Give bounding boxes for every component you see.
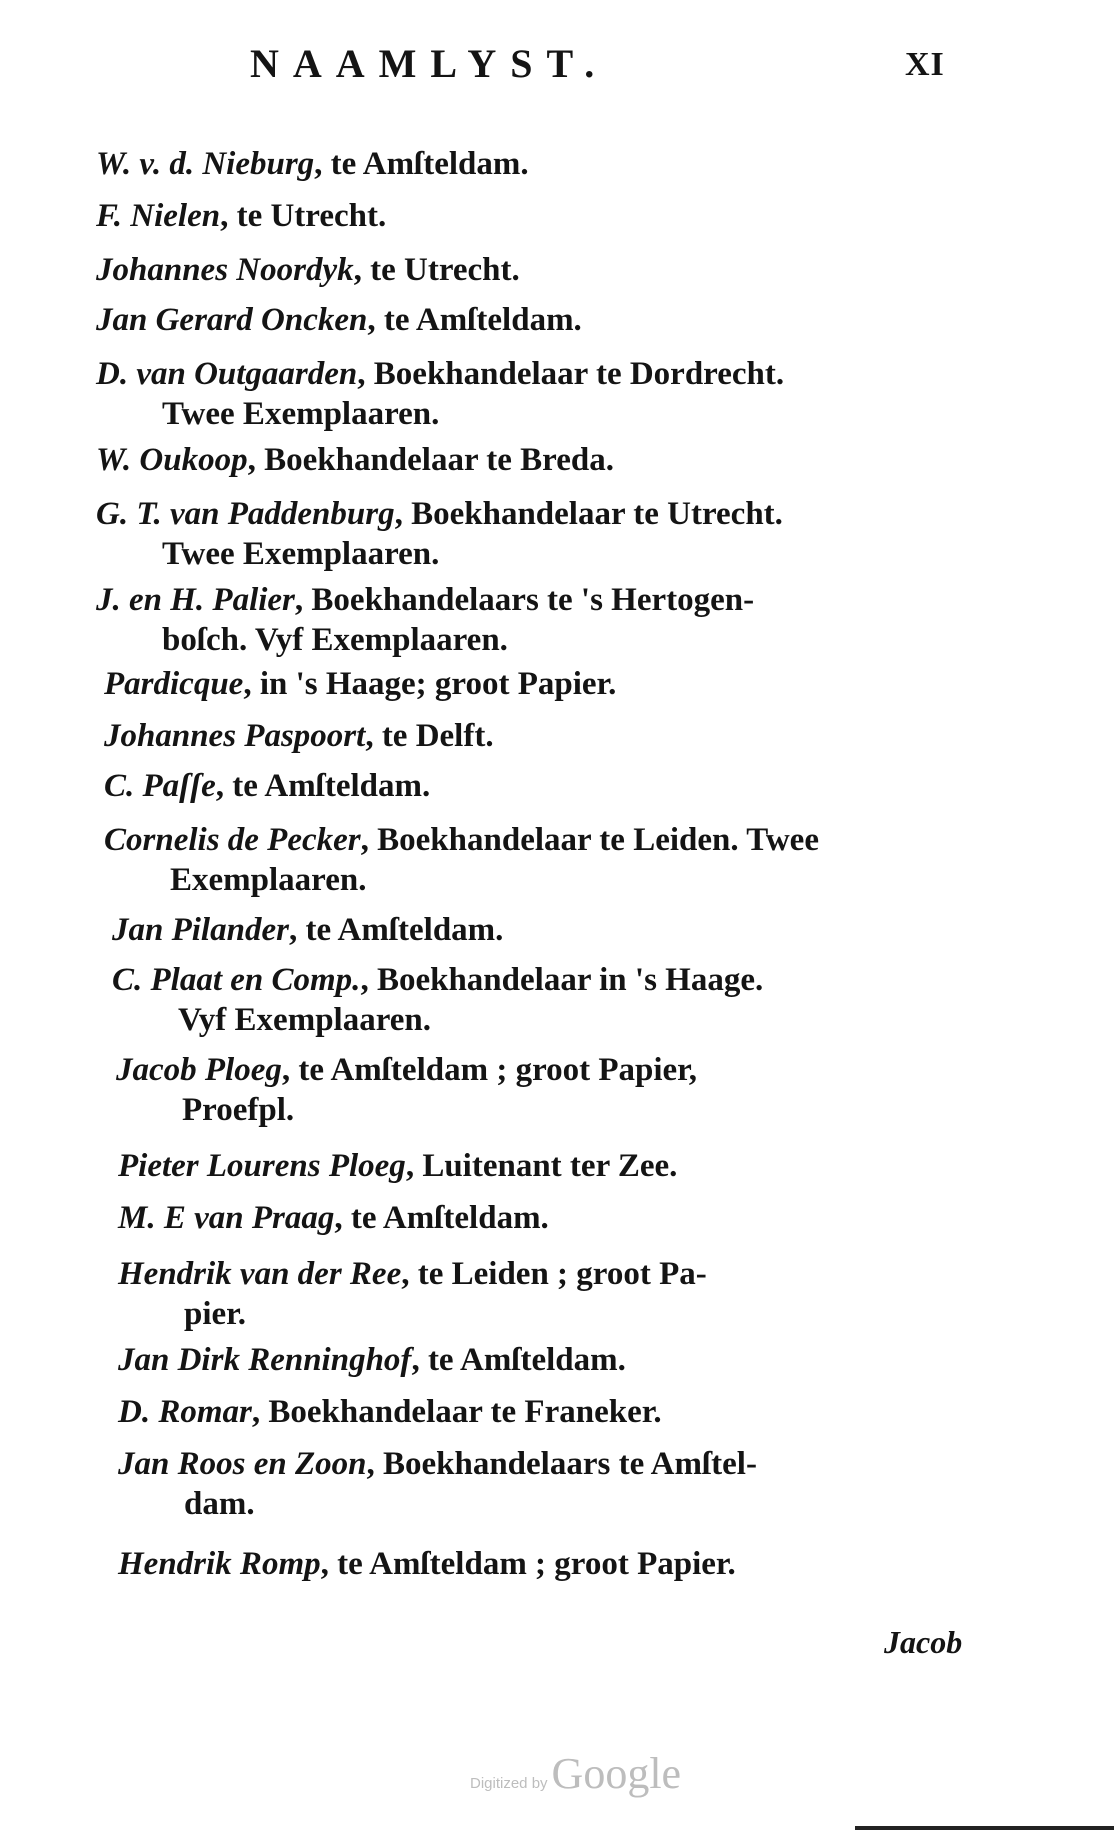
entry-name: M. E van Praag (118, 1200, 335, 1236)
list-entry-3 (96, 300, 582, 340)
entry-name: C. Paſſe (104, 768, 216, 804)
list-entry-9 (104, 716, 494, 756)
list-entry-14 (116, 1050, 697, 1130)
list-entry-4 (96, 354, 784, 434)
list-entry-1 (96, 196, 386, 236)
entry-name: Pieter Lourens Ploeg (118, 1148, 406, 1184)
page-number: XI (905, 46, 945, 83)
catchword: Jacob (884, 1624, 963, 1660)
entry-name: Johannes Paspoort (104, 718, 366, 754)
list-entry-10 (104, 766, 430, 806)
entry-details: , in 's Haage; groot Papier. (243, 666, 617, 702)
entry-continuation: dam. (184, 1486, 255, 1522)
list-entry-20 (118, 1444, 757, 1524)
entry-name: D. van Outgaarden (96, 356, 358, 392)
list-entry-19 (118, 1392, 662, 1432)
entry-name: F. Nielen (96, 198, 221, 234)
entry-details: , Boekhandelaars te Amſtel- (366, 1446, 757, 1482)
digitized-by-text: Digitized by (470, 1775, 548, 1792)
entry-name: W. v. d. Nieburg (96, 146, 315, 182)
list-entry-11 (104, 820, 819, 900)
list-entry-16 (118, 1198, 549, 1238)
entry-details: , te Amſteldam ; groot Papier, (281, 1052, 698, 1088)
list-entry-7 (96, 580, 754, 660)
entry-details: , Luitenant ter Zee. (405, 1148, 678, 1184)
entry-continuation: Proefpl. (182, 1092, 295, 1128)
entry-continuation: boſch. Vyf Exemplaaren. (162, 622, 508, 658)
entry-continuation: Exemplaaren. (170, 862, 367, 898)
entry-name: Pardicque (104, 666, 244, 702)
entry-name: D. Romar (118, 1394, 252, 1430)
entry-details: , te Amſteldam. (334, 1200, 549, 1236)
entry-name: J. en H. Palier (96, 582, 295, 618)
list-entry-12 (112, 910, 503, 950)
entry-details: , Boekhandelaar in 's Haage. (360, 962, 764, 998)
digitized-by-watermark (470, 1748, 681, 1799)
entry-name: Jan Roos en Zoon (118, 1446, 367, 1482)
entry-name: Jacob Ploeg (116, 1052, 282, 1088)
list-entry-13 (112, 960, 763, 1040)
entry-details: , te Amſteldam ; groot Papier. (320, 1546, 736, 1582)
entry-details: , te Amſteldam. (367, 302, 582, 338)
entry-continuation: Vyf Exemplaaren. (178, 1002, 432, 1038)
entry-details: , te Amſteldam. (411, 1342, 626, 1378)
list-entry-18 (118, 1340, 626, 1380)
list-entry-15 (118, 1146, 677, 1186)
entry-name: C. Plaat en Comp. (112, 962, 361, 998)
entry-details: , te Amſteldam. (215, 768, 431, 804)
entry-details: , Boekhandelaars te 's Hertogen- (294, 582, 755, 618)
entry-details: , te Amſteldam. (288, 912, 504, 948)
scan-edge-line (855, 1826, 1114, 1830)
list-entry-2 (96, 250, 520, 290)
entry-name: Jan Pilander (112, 912, 289, 948)
entry-details: , Boekhandelaar te Franeker. (251, 1394, 662, 1430)
entry-details: , Boekhandelaar te Breda. (247, 442, 614, 478)
entry-name: Cornelis de Pecker (104, 822, 361, 858)
entry-details: , te Delft. (365, 718, 494, 754)
list-entry-8 (104, 664, 616, 704)
list-entry-0 (96, 144, 529, 184)
entry-continuation: pier. (184, 1296, 247, 1332)
entry-details: , te Utrecht. (353, 252, 520, 288)
entry-name: G. T. van Paddenburg (96, 496, 395, 532)
list-entry-6 (96, 494, 783, 574)
entry-name: W. Oukoop (96, 442, 248, 478)
entry-details: , te Utrecht. (220, 198, 387, 234)
list-entry-21 (118, 1544, 736, 1584)
entry-continuation: Twee Exemplaaren. (162, 536, 440, 572)
entry-name: Jan Dirk Renninghof (118, 1342, 412, 1378)
entry-details: , te Amſteldam. (314, 146, 529, 182)
entry-name: Jan Gerard Oncken (96, 302, 368, 338)
entry-name: Hendrik Romp (118, 1546, 321, 1582)
list-entry-17 (118, 1254, 707, 1334)
entry-continuation: Twee Exemplaaren. (162, 396, 440, 432)
list-entry-5 (96, 440, 614, 480)
entry-name: Johannes Noordyk (96, 252, 354, 288)
entry-details: , te Leiden ; groot Pa- (401, 1256, 707, 1292)
entry-details: , Boekhandelaar te Utrecht. (394, 496, 783, 532)
entry-details: , Boekhandelaar te Leiden. Twee (360, 822, 819, 858)
running-title: NAAMLYST. (250, 41, 609, 86)
entry-name: Hendrik van der Ree (118, 1256, 402, 1292)
google-logo: Google (551, 1749, 682, 1798)
entry-details: , Boekhandelaar te Dordrecht. (357, 356, 785, 392)
